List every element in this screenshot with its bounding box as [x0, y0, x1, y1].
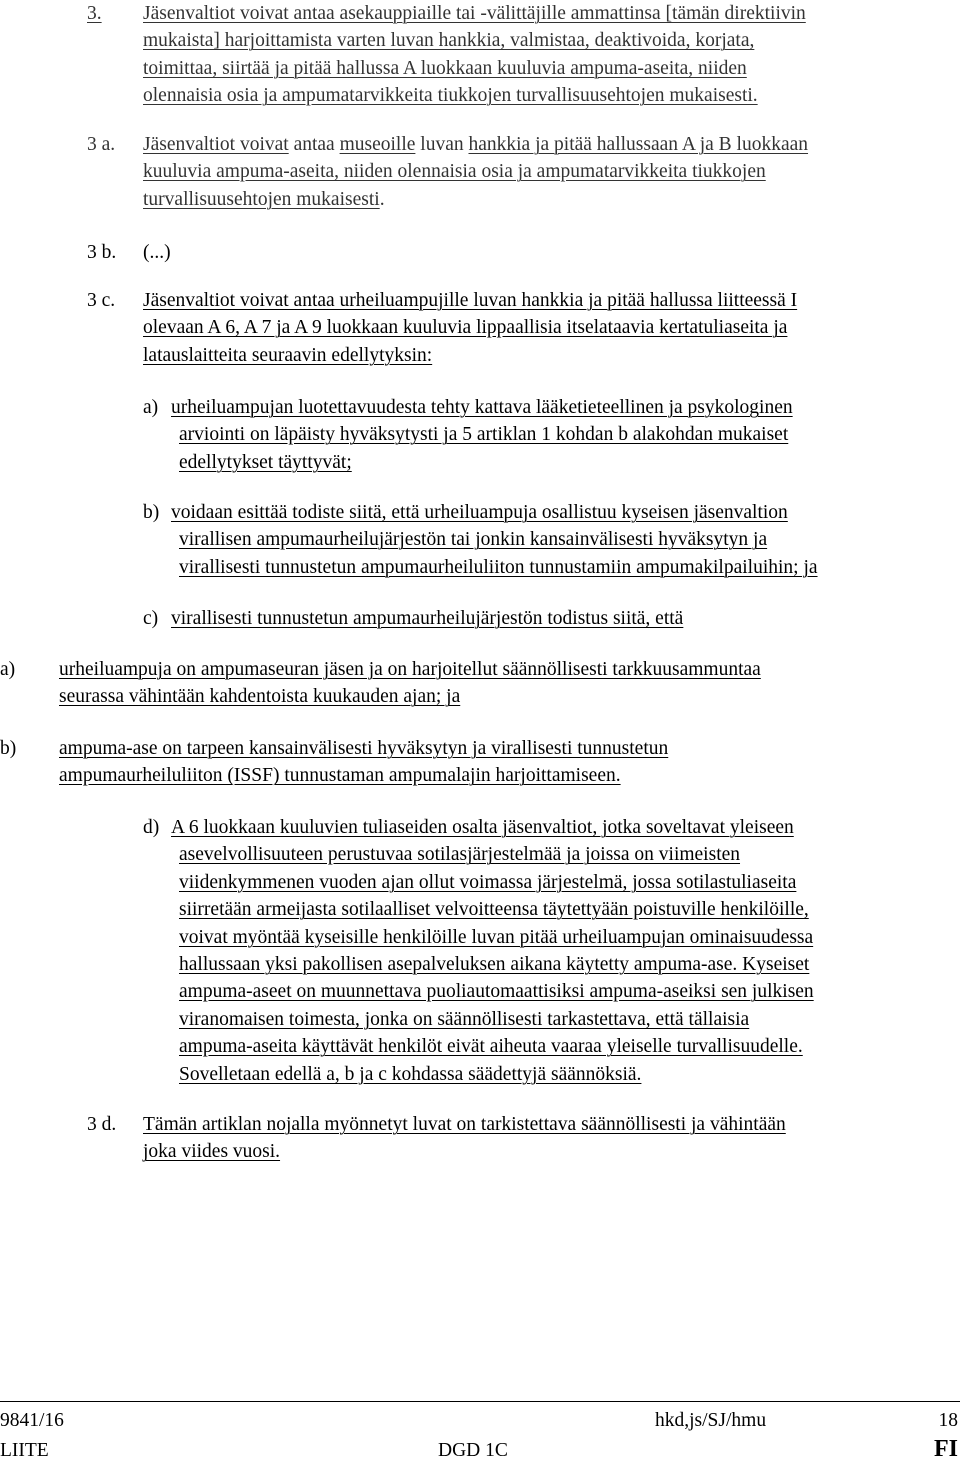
sub-a-label: a): [143, 397, 159, 418]
footer-language: FI: [934, 1436, 958, 1462]
para-3d-label: 3 d.: [87, 1114, 117, 1135]
para-3a-label: 3 a.: [87, 134, 116, 155]
sub-b-text: [171, 499, 818, 581]
sub-d-label: d): [143, 817, 160, 838]
sub-d-line: voivat myöntää kyseisille henkilöille luvan pitää urheiluampujan ominaisuudessa: [179, 926, 814, 948]
footer-divider: [0, 1401, 960, 1402]
outer-b-label: b): [0, 738, 17, 759]
para-3-line: toimittaa, siirtää ja pitää hallussa A luokkaan kuuluvia ampuma-aseita, niiden: [143, 57, 747, 79]
sub-c-label: c): [143, 608, 159, 629]
sub-a-line: edellytykset täyttyvät;: [179, 451, 352, 473]
sub-a-line: arviointi on läpäisty hyväksytysti ja 5 artiklan 1 kohdan b alakohdan mukaiset: [179, 424, 789, 446]
para-3a-line: [143, 186, 808, 213]
para-3-line: olennaisia osia ja ampumatarvikkeita tiukkojen turvallisuusehtojen mukaisesti.: [143, 85, 758, 107]
para-3a-line: [143, 131, 808, 158]
footer-dgd: DGD 1C: [438, 1440, 508, 1461]
footer-page-number: 18: [938, 1410, 958, 1431]
sub-d-line: viranomaisen toimesta, jonka on säännöllisesti tarkastettava, että tällaisia: [179, 1008, 750, 1030]
sub-c-text: [171, 605, 683, 632]
para-3a-text-seg: luvan: [415, 134, 469, 155]
para-3a-text-seg: .: [379, 188, 385, 210]
sub-d-line: siirretään armeijasta sotilaalliset velvoitteensa täytettyään poistuville henkilöille,: [179, 899, 809, 921]
para-3-label: 3.: [87, 3, 102, 24]
outer-b-line: ampumaurheiluliiton (ISSF) tunnustaman ampumalajin harjoittamiseen.: [59, 765, 621, 787]
outer-a-line: seurassa vähintään kahdentoista kuukauden ajan; ja: [59, 686, 461, 708]
para-3a-text-seg: Jäsenvaltiot voivat: [143, 134, 289, 155]
outer-a-label: a): [0, 659, 16, 680]
outer-a-text: [59, 656, 761, 711]
sub-c-line: virallisesti tunnustetun ampumaurheilujärjestön todistus siitä, että: [171, 608, 684, 629]
para-3c-text: [143, 287, 797, 369]
para-3a-line: kuuluvia ampuma-aseita, niiden olennaisia osia ja ampumatarvikkeita tiukkojen: [143, 161, 766, 183]
sub-d-line: Sovelletaan edellä a, b ja c kohdassa säädettyjä säännöksiä.: [179, 1063, 642, 1085]
sub-d-line: viidenkymmenen vuoden ajan ollut voimassa järjestelmä, jossa sotilastuliaseita: [179, 871, 797, 893]
footer-annex: LIITE: [0, 1440, 49, 1461]
para-3a-text-seg: antaa: [288, 134, 340, 155]
para-3c-label: 3 c.: [87, 290, 116, 311]
para-3-line: mukaista] harjoittamista varten luvan hankkia, valmistaa, deaktivoida, korjata,: [143, 30, 755, 52]
para-3a-text-seg: turvallisuusehtojen mukaisesti: [143, 188, 380, 210]
sub-a-text: [171, 394, 793, 476]
sub-d-text: [171, 814, 814, 1088]
sub-d-line: A 6 luokkaan kuuluvien tuliaseiden osalta jäsenvaltiot, jotka soveltavat yleiseen: [171, 817, 794, 838]
para-3-text: [143, 0, 806, 110]
sub-b-line: voidaan esittää todiste siitä, että urheiluampuja osallistuu kyseisen jäsenvaltion: [171, 502, 788, 523]
para-3c-line: Jäsenvaltiot voivat antaa urheiluampujille luvan hankkia ja pitää hallussa liitteessä I: [143, 290, 798, 311]
para-3d-line: Tämän artiklan nojalla myönnetyt luvat on tarkistettava säännöllisesti ja vähintään: [143, 1114, 786, 1135]
outer-a-line: urheiluampuja on ampumaseuran jäsen ja on harjoitellut säännöllisesti tarkkuusammuntaa: [59, 659, 761, 680]
para-3c-line: olevaan A 6, A 7 ja A 9 luokkaan kuuluvia lippaallisia itselataavia kertatuliaseita ja: [143, 317, 788, 339]
para-3c-line: latauslaitteita seuraavin edellytyksin:: [143, 344, 433, 366]
outer-b-text: [59, 735, 668, 790]
sub-d-line: ampuma-aseita käyttävät henkilöt eivät aiheuta vaaraa yleiselle turvallisuudelle.: [179, 1036, 803, 1058]
para-3b-label: 3 b.: [87, 242, 117, 263]
sub-b-line: virallisen ampumaurheilujärjestön tai jonkin kansainvälisesti hyväksytyn ja: [179, 529, 768, 551]
sub-d-line: hallussaan yksi pakollisen asepalveluksen aikana käytetty ampuma-ase. Kyseiset: [179, 954, 810, 976]
para-3d-text: [143, 1111, 786, 1166]
para-3a-text-seg: hankkia ja pitää hallussaan A ja B luokkaan: [468, 134, 809, 155]
sub-a-line: urheiluampujan luotettavuudesta tehty kattava lääketieteellinen ja psykologinen: [171, 397, 793, 418]
para-3-line: Jäsenvaltiot voivat antaa asekauppiaille tai -välittäjille ammattinsa [tämän direktiivin: [143, 3, 806, 24]
sub-d-line: ampuma-aseet on muunnettava puoliautomaattisiksi ampuma-aseiksi sen julkisen: [179, 981, 814, 1003]
sub-b-line: virallisesti tunnustetun ampumaurheiluliiton tunnustamiin ampumakilpailuihin; ja: [179, 556, 818, 578]
para-3b-text: (...): [143, 242, 171, 263]
footer-initials: hkd,js/SJ/hmu: [655, 1410, 767, 1431]
footer-doc-number: 9841/16: [0, 1410, 64, 1431]
para-3a-text: [143, 131, 808, 213]
outer-b-line: ampuma-ase on tarpeen kansainvälisesti hyväksytyn ja virallisesti tunnustetun: [59, 738, 669, 759]
sub-d-line: asevelvollisuuteen perustuvaa sotilasjärjestelmää ja joissa on viimeisten: [179, 844, 741, 866]
para-3a-text-seg: museoille: [339, 134, 416, 155]
para-3d-line: joka viides vuosi.: [143, 1141, 281, 1163]
sub-b-label: b): [143, 502, 160, 523]
